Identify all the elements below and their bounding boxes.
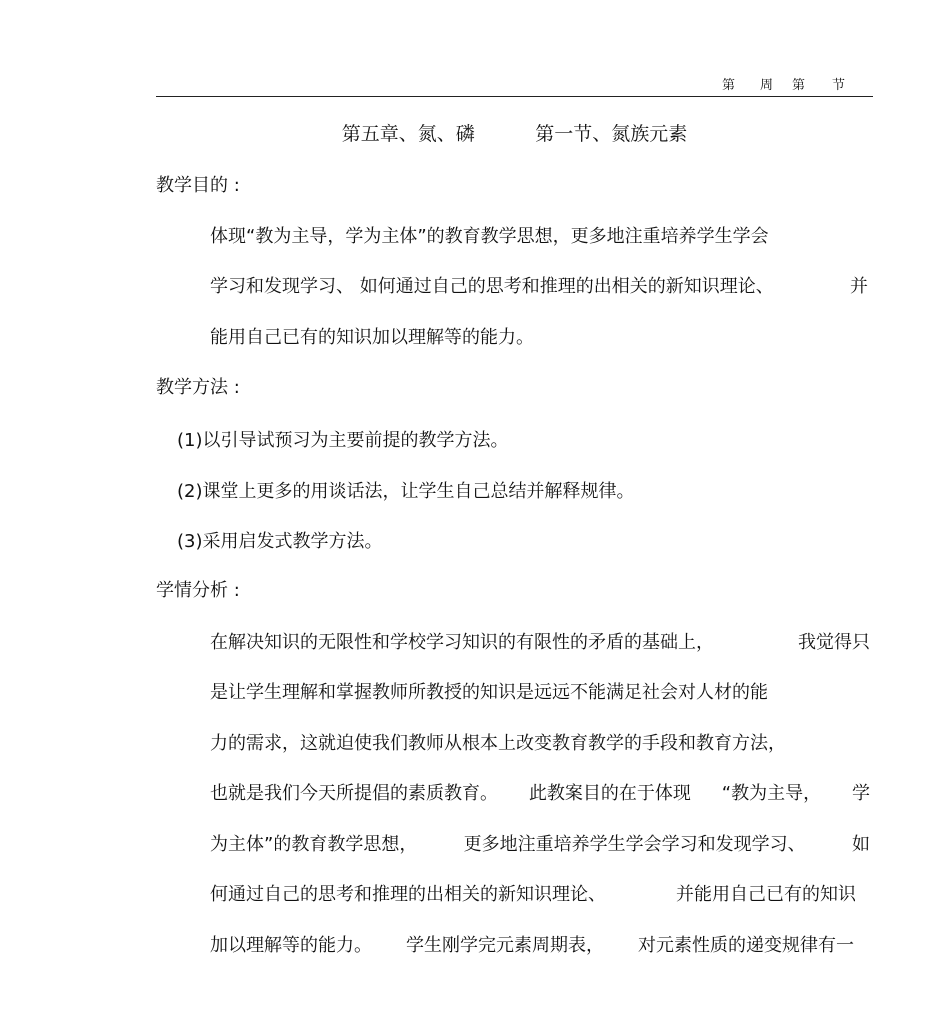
analysis-line-6 bbox=[210, 880, 856, 906]
objectives-line-3: 能用自己已有的知识加以理解等的能力。 bbox=[210, 327, 534, 348]
analysis-line-5 bbox=[210, 830, 870, 856]
analysis-line-7-part-1: 加以理解等的能力。 bbox=[210, 935, 372, 956]
header-label-section: 节 bbox=[832, 78, 846, 93]
analysis-line-4-part-4: 学 bbox=[852, 783, 870, 804]
analysis-line-1 bbox=[210, 628, 870, 654]
analysis-heading: 学情分析 : bbox=[156, 580, 240, 601]
analysis-line-7-part-2: 学生刚学完元素周期表， bbox=[406, 935, 604, 956]
analysis-line-1-part-2: 我觉得只 bbox=[798, 632, 870, 653]
analysis-line-4-part-1: 也就是我们今天所提倡的素质教育。 bbox=[210, 783, 498, 804]
methods-item-3: (3)采用启发式教学方法。 bbox=[177, 531, 383, 552]
objectives-line-1: 体现“教为主导，学为主体”的教育教学思想，更多地注重培养学生学会 bbox=[210, 226, 769, 247]
chapter-title: 第五章、氮、磷 第一节、氮族元素 bbox=[341, 123, 688, 145]
analysis-line-5-part-1: 为主体”的教育教学思想， bbox=[210, 834, 418, 855]
objectives-line-2: 学习和发现学习、 如何通过自己的思考和推理的出相关的新知识理论、 bbox=[210, 276, 774, 297]
header-label-week-prefix: 第 bbox=[722, 78, 736, 93]
methods-heading: 教学方法 : bbox=[156, 377, 240, 398]
header-label-week: 周 bbox=[760, 78, 774, 93]
objectives-heading: 教学目的 : bbox=[156, 175, 240, 196]
analysis-line-2: 是让学生理解和掌握教师所教授的知识是远远不能满足社会对人材的能 bbox=[210, 682, 768, 703]
header-label-section-prefix: 第 bbox=[792, 78, 806, 93]
analysis-line-7-part-3: 对元素性质的递变规律有一 bbox=[638, 935, 854, 956]
analysis-line-3: 力的需求，这就迫使我们教师从根本上改变教育教学的手段和教育方法， bbox=[210, 733, 786, 754]
page-header bbox=[700, 74, 870, 92]
methods-item-1: (1)以引导试预习为主要前提的教学方法。 bbox=[177, 430, 509, 451]
analysis-line-6-part-1: 何通过自己的思考和推理的出相关的新知识理论、 bbox=[210, 884, 606, 905]
analysis-line-5-part-2: 更多地注重培养学生学会学习和发现学习、 bbox=[463, 834, 806, 855]
analysis-line-4-part-3: “教为主导， bbox=[721, 783, 822, 804]
analysis-line-1-part-1: 在解决知识的无限性和学校学习知识的有限性的矛盾的基础上， bbox=[210, 632, 714, 653]
analysis-line-4 bbox=[210, 779, 870, 805]
analysis-line-7 bbox=[210, 931, 854, 957]
analysis-line-6-part-2: 并能用自己已有的知识 bbox=[676, 884, 856, 905]
analysis-line-4-part-2: 此教案目的在于体现 bbox=[528, 783, 691, 804]
header-divider bbox=[156, 96, 873, 97]
analysis-line-5-part-3: 如 bbox=[851, 834, 870, 855]
objectives-line-2-tail: 并 bbox=[850, 276, 868, 297]
methods-item-2: (2)课堂上更多的用谈话法，让学生自己总结并解释规律。 bbox=[177, 481, 635, 502]
